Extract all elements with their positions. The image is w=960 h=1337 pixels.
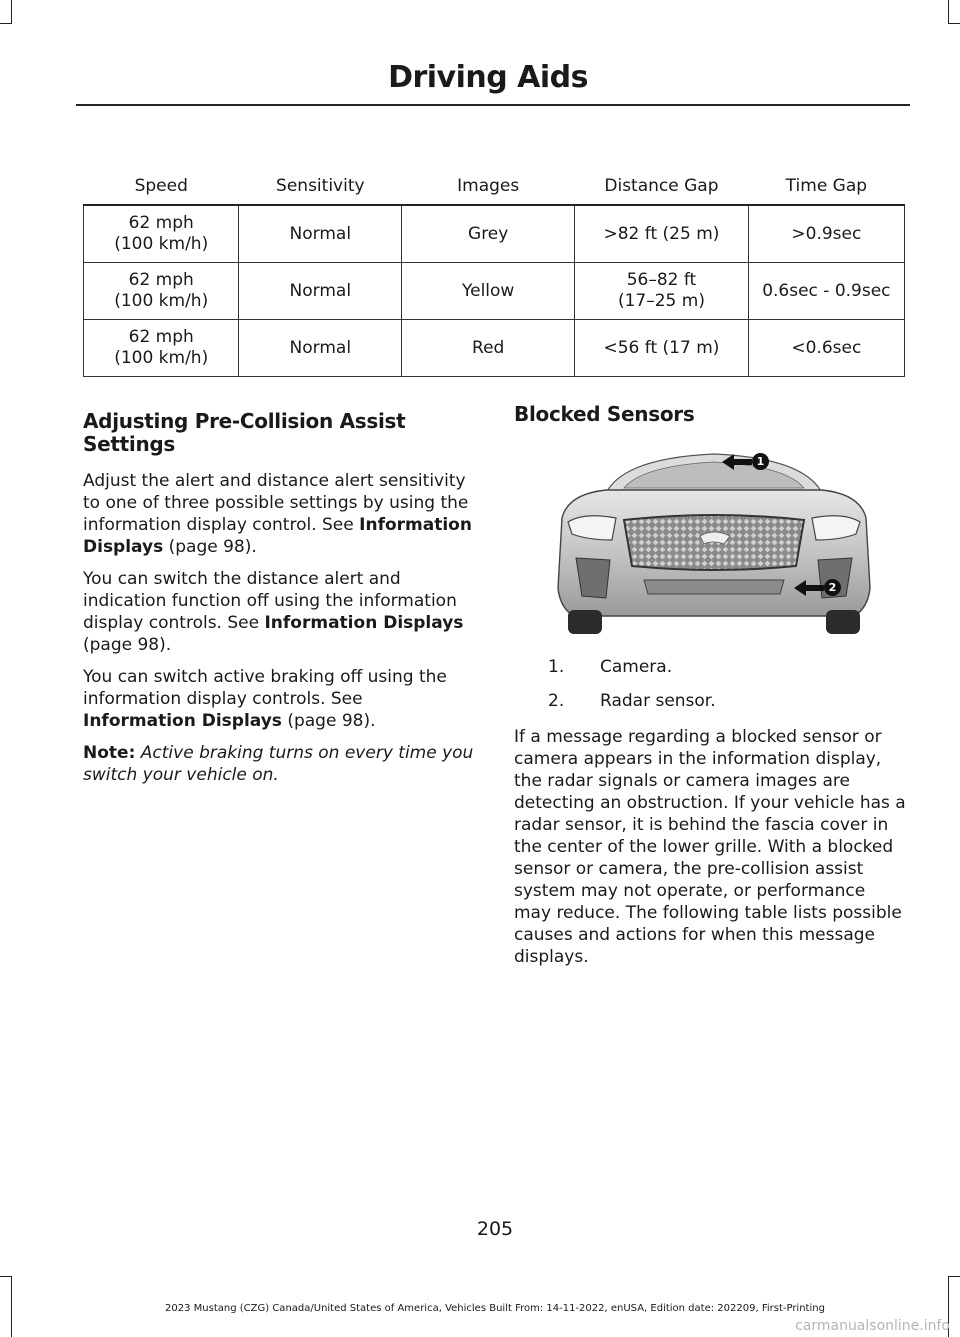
crop-mark bbox=[948, 23, 960, 24]
callout-badge: 2 bbox=[824, 579, 841, 596]
crop-mark bbox=[0, 1276, 12, 1277]
page-number: 205 bbox=[476, 1218, 514, 1240]
left-column bbox=[83, 410, 475, 796]
cell-speed-kmh: (100 km/h) bbox=[114, 291, 209, 311]
paragraph-text: You can switch the distance alert and indication function off using the information display controls. See bbox=[83, 569, 457, 633]
blocked-sensor-paragraph: If a message regarding a blocked sensor or camera appears in the information display, the radar signals or camera images are detecting an obstruction. If your vehicle has a radar sensor, it is behind the fascia cover in the center of the lower grille. With a blocked sensor or camera, the pre-collision assist system may not operate, or performance may reduce. The following table lists possible causes and actions for when this message displays. bbox=[514, 727, 906, 967]
cell-distance-gap: >82 ft (25 m) bbox=[575, 205, 749, 263]
cell-time-gap: >0.9sec bbox=[748, 205, 904, 263]
cell-time-gap: 0.6sec - 0.9sec bbox=[748, 263, 904, 320]
table-header-row bbox=[84, 168, 905, 205]
table-row bbox=[84, 320, 905, 377]
cell-distance-gap bbox=[575, 263, 749, 320]
crop-mark bbox=[11, 0, 12, 24]
callout-list bbox=[548, 656, 906, 712]
paragraph-text: You can switch active braking off using the information display controls. See bbox=[83, 667, 447, 709]
col-header-images: Images bbox=[402, 168, 575, 205]
cell-speed bbox=[84, 320, 239, 377]
section-heading-blocked-sensors: Blocked Sensors bbox=[514, 402, 695, 426]
col-header-speed: Speed bbox=[84, 168, 239, 205]
page-ref: (page 98). bbox=[83, 635, 172, 655]
cell-gap-m: (17–25 m) bbox=[617, 291, 705, 311]
information-displays-link[interactable]: Information Displays bbox=[264, 613, 464, 633]
callout-text: Radar sensor. bbox=[600, 691, 716, 711]
cell-speed-mph: 62 mph bbox=[128, 327, 194, 347]
section-heading-adjusting: Adjusting Pre-Collision Assist Settings bbox=[83, 409, 406, 456]
note-text: Active braking turns on every time you switch your vehicle on. bbox=[83, 743, 474, 785]
page-title: Driving Aids bbox=[388, 60, 588, 95]
col-header-distance-gap: Distance Gap bbox=[575, 168, 749, 205]
callout-badge: 1 bbox=[752, 453, 769, 470]
crop-mark bbox=[948, 0, 949, 24]
page-ref: (page 98). bbox=[163, 537, 257, 557]
cell-sensitivity: Normal bbox=[239, 263, 402, 320]
page-ref: (page 98). bbox=[281, 711, 376, 731]
car-front-illustration bbox=[554, 448, 874, 638]
paragraph bbox=[83, 470, 475, 558]
header-rule bbox=[76, 104, 910, 106]
cell-time-gap: <0.6sec bbox=[748, 320, 904, 377]
col-header-time-gap: Time Gap bbox=[748, 168, 904, 205]
information-displays-link[interactable]: Information Displays bbox=[83, 711, 282, 731]
cell-speed bbox=[84, 205, 239, 263]
paragraph bbox=[83, 568, 475, 656]
table-row bbox=[84, 263, 905, 320]
callout-text: Camera. bbox=[600, 657, 673, 677]
list-item bbox=[548, 656, 906, 678]
sensitivity-table bbox=[83, 168, 905, 377]
paragraph bbox=[83, 666, 475, 732]
cell-speed-kmh: (100 km/h) bbox=[114, 234, 209, 254]
table-row bbox=[84, 205, 905, 263]
cell-images: Yellow bbox=[402, 263, 575, 320]
note bbox=[83, 742, 475, 786]
crop-mark bbox=[948, 1276, 960, 1277]
cell-speed-kmh: (100 km/h) bbox=[114, 348, 209, 368]
watermark: carmanualsonline.info bbox=[795, 1318, 950, 1334]
cell-images: Grey bbox=[402, 205, 575, 263]
cell-distance-gap: <56 ft (17 m) bbox=[575, 320, 749, 377]
cell-gap-ft: 56–82 ft bbox=[626, 270, 697, 290]
callout-number: 1. bbox=[548, 657, 565, 677]
cell-speed-mph: 62 mph bbox=[128, 270, 194, 290]
note-label: Note: bbox=[83, 743, 136, 763]
cell-sensitivity: Normal bbox=[239, 205, 402, 263]
crop-mark bbox=[0, 23, 12, 24]
cell-images: Red bbox=[402, 320, 575, 377]
right-column bbox=[514, 403, 906, 978]
cell-speed-mph: 62 mph bbox=[128, 213, 194, 233]
col-header-sensitivity: Sensitivity bbox=[239, 168, 402, 205]
callout-number: 2. bbox=[548, 691, 565, 711]
cell-sensitivity: Normal bbox=[239, 320, 402, 377]
paragraph-text: Adjust the alert and distance alert sensitivity to one of three possible settings by using the information display control. See bbox=[83, 471, 469, 535]
footer-text: 2023 Mustang (CZG) Canada/United States of America, Vehicles Built From: 14-11-2022, enUSA, Edition date: 202209, First-Printing bbox=[165, 1303, 825, 1314]
mustang-front-view-image bbox=[554, 448, 874, 638]
cell-speed bbox=[84, 263, 239, 320]
list-item bbox=[548, 690, 906, 712]
information-displays-link[interactable]: Information Displays bbox=[83, 515, 472, 557]
